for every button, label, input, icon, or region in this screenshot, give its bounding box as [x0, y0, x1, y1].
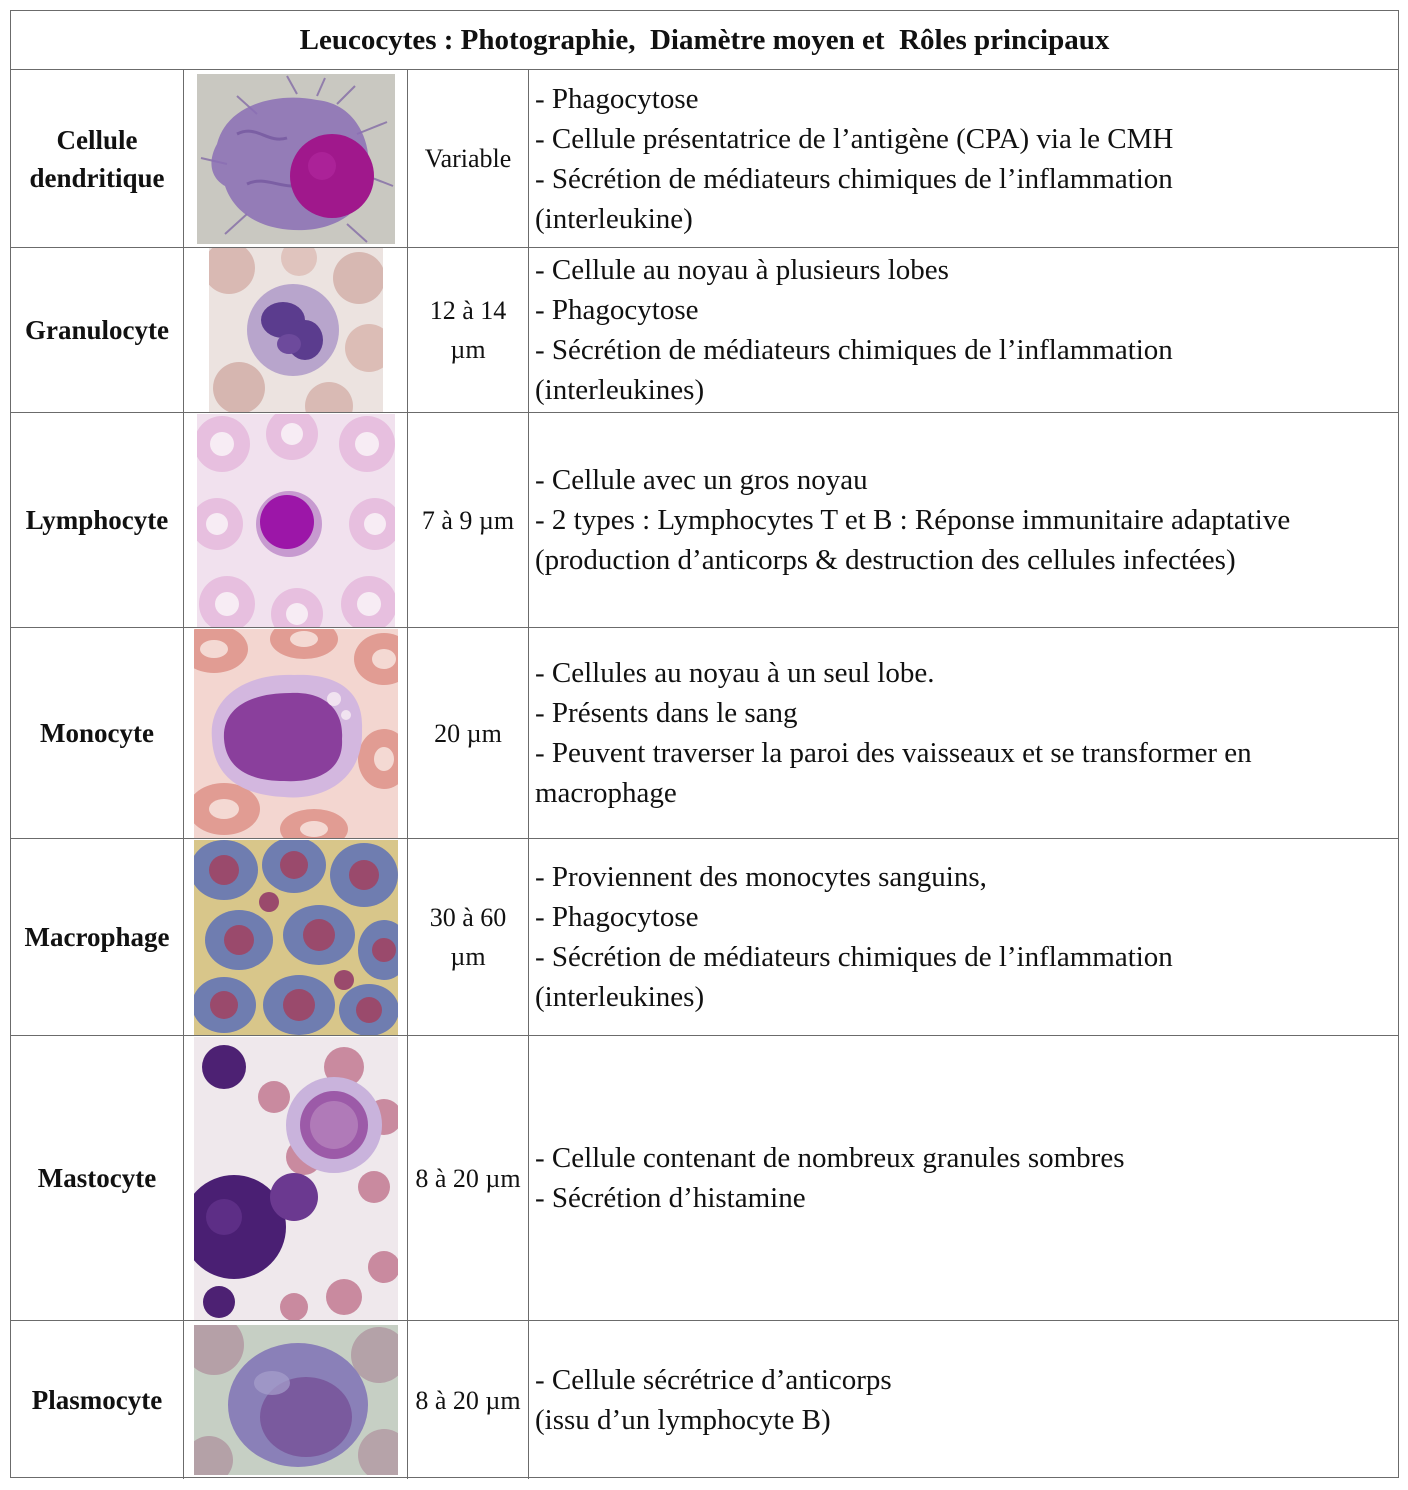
cell-roles [529, 413, 1398, 627]
role-line: - Proviennent des monocytes sanguins, [535, 861, 987, 893]
table-row-granulocyte [11, 248, 1398, 413]
role-line: (issu d’un lymphocyte B) [535, 1404, 831, 1436]
cell-diameter: 8 à 20 µm [408, 1036, 529, 1320]
cell-diameter: 20 µm [408, 628, 529, 838]
role-line: (production d’anticorps & destruction des cellules infectées) [535, 544, 1236, 576]
cell-photo-plasmocyte [184, 1321, 408, 1479]
cell-type-name: Mastocyte [11, 1036, 184, 1320]
cell-roles [529, 248, 1398, 412]
cell-photo-lymphocyte [184, 413, 408, 627]
role-line: - Phagocytose [535, 901, 699, 933]
role-line: (interleukines) [535, 374, 705, 406]
cell-photo-mastocyte [184, 1036, 408, 1320]
role-line: - Sécrétion de médiateurs chimiques de l’inflammation [535, 941, 1173, 973]
cell-type-name: Monocyte [11, 628, 184, 838]
table-row-dendritic [11, 70, 1398, 248]
role-line: - Phagocytose [535, 294, 699, 326]
plasmocyte-micrograph [194, 1325, 398, 1475]
table-row-plasmocyte [11, 1321, 1398, 1479]
role-line: - Peuvent traverser la paroi des vaisseaux et se transformer en [535, 737, 1252, 769]
role-line: - Cellules au noyau à un seul lobe. [535, 657, 935, 689]
role-line: - Cellule contenant de nombreux granules sombres [535, 1142, 1125, 1174]
lymphocyte-micrograph [197, 414, 395, 627]
role-line: - Présents dans le sang [535, 697, 798, 729]
table-row-monocyte [11, 628, 1398, 839]
table-title: Leucocytes : Photographie, Diamètre moyen et Rôles principaux [11, 11, 1398, 70]
cell-photo-dendritic [184, 70, 408, 247]
cell-photo-macrophage [184, 839, 408, 1035]
cell-roles [529, 839, 1398, 1035]
cell-type-name: Lymphocyte [11, 413, 184, 627]
role-line: macrophage [535, 777, 677, 809]
cell-roles [529, 70, 1398, 247]
table-row-lymphocyte [11, 413, 1398, 628]
cell-type-name: Plasmocyte [11, 1321, 184, 1479]
role-line: - Cellule présentatrice de l’antigène (CPA) via le CMH [535, 122, 1174, 155]
role-line: - Sécrétion de médiateurs chimiques de l’inflammation [535, 334, 1173, 366]
macrophage-micrograph [194, 840, 398, 1035]
cell-photo-granulocyte [184, 248, 408, 412]
role-line: - Sécrétion de médiateurs chimiques de l’inflammation [535, 162, 1173, 195]
leucocyte-table [10, 10, 1399, 1478]
mastocyte-micrograph [194, 1037, 398, 1320]
table-row-mastocyte [11, 1036, 1398, 1321]
granulocyte-micrograph [209, 248, 383, 412]
cell-roles [529, 1321, 1398, 1479]
cell-diameter: 12 à 14 µm [408, 248, 529, 412]
role-line: (interleukine) [535, 202, 693, 235]
dendritic-cell-micrograph [197, 74, 395, 244]
role-line: (interleukines) [535, 981, 705, 1013]
cell-diameter: 7 à 9 µm [408, 413, 529, 627]
role-line: - 2 types : Lymphocytes T et B : Réponse immunitaire adaptative [535, 504, 1291, 536]
role-line: - Sécrétion d’histamine [535, 1182, 806, 1214]
role-line: - Cellule sécrétrice d’anticorps [535, 1364, 892, 1396]
cell-roles [529, 628, 1398, 838]
monocyte-micrograph [194, 629, 398, 838]
role-line: - Cellule au noyau à plusieurs lobes [535, 254, 949, 286]
cell-type-name: Cellule dendritique [11, 70, 184, 247]
cell-roles [529, 1036, 1398, 1320]
cell-photo-monocyte [184, 628, 408, 838]
cell-type-name: Granulocyte [11, 248, 184, 412]
table-row-macrophage [11, 839, 1398, 1036]
role-line: - Cellule avec un gros noyau [535, 464, 868, 496]
cell-diameter: 8 à 20 µm [408, 1321, 529, 1479]
cell-type-name: Macrophage [11, 839, 184, 1035]
role-line: - Phagocytose [535, 82, 699, 115]
cell-diameter: Variable [408, 70, 529, 247]
cell-diameter: 30 à 60 µm [408, 839, 529, 1035]
